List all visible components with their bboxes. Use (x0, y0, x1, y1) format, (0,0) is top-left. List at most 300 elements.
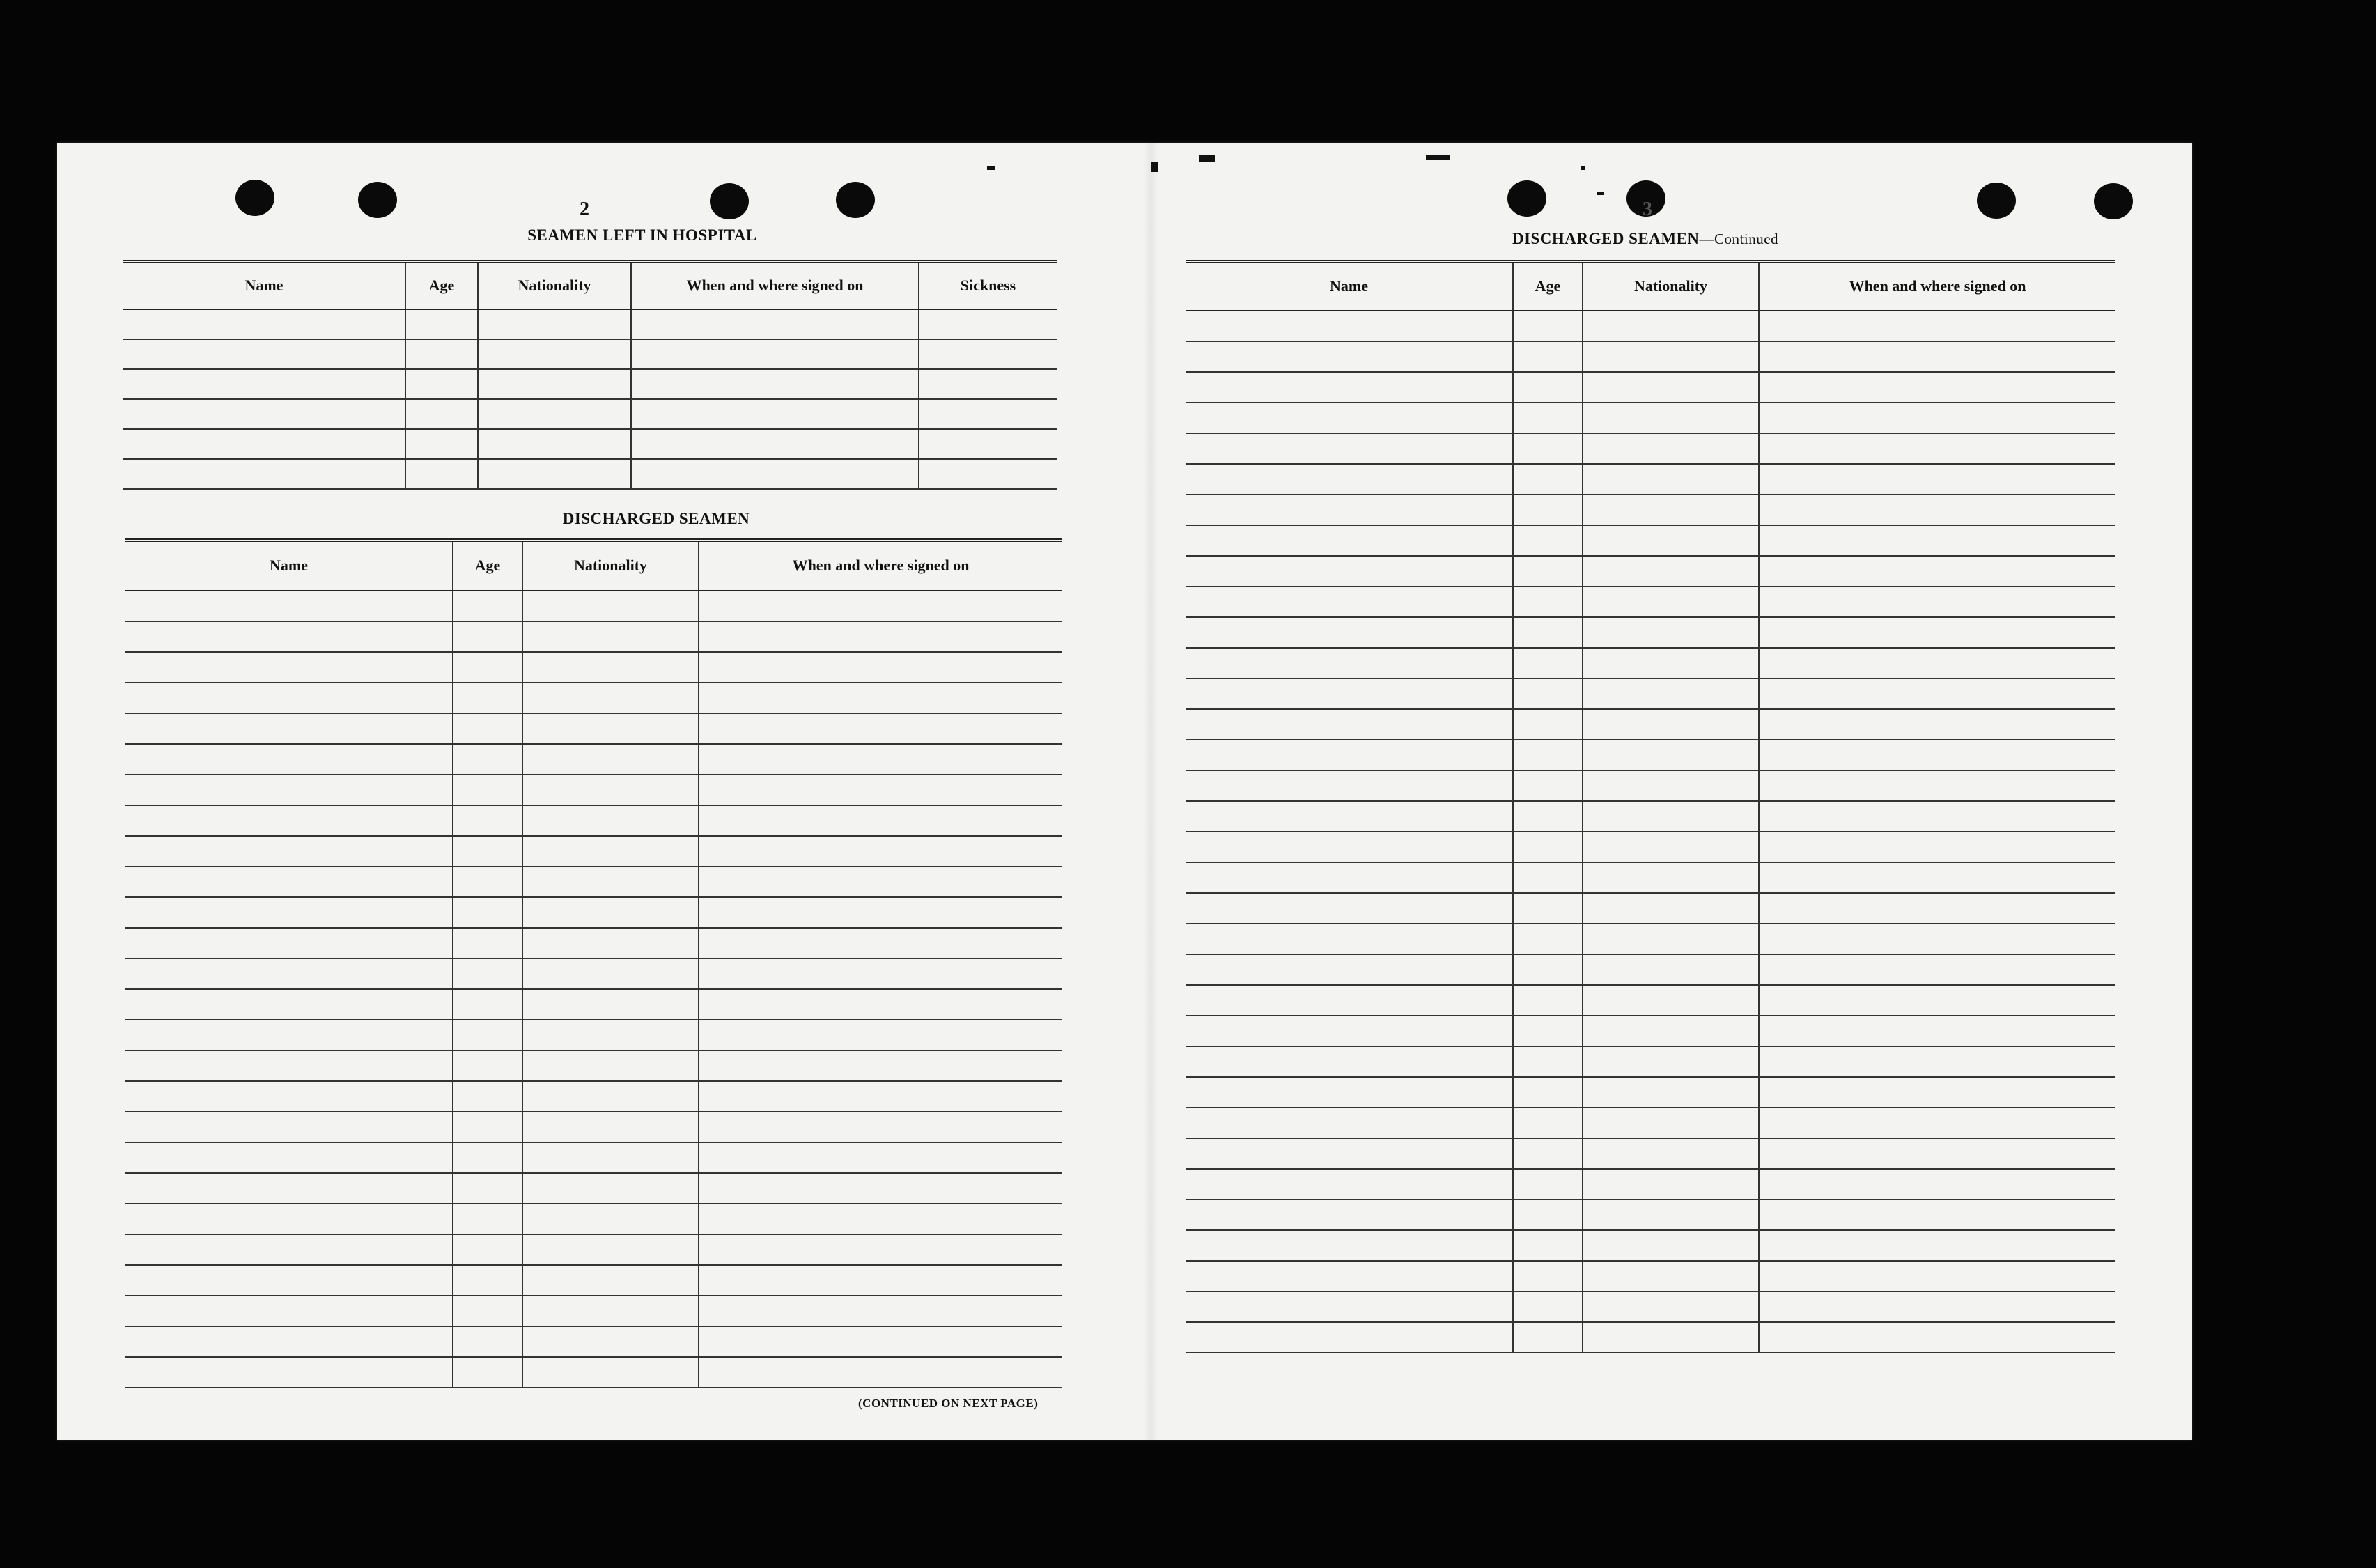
table-cell[interactable] (1583, 433, 1759, 464)
table-cell[interactable] (522, 867, 699, 897)
column-header: Name (123, 262, 405, 309)
column-header: Sickness (919, 262, 1057, 309)
table-cell[interactable] (1759, 1230, 2115, 1261)
table-cell[interactable] (522, 1050, 699, 1081)
table-cell[interactable] (1583, 770, 1759, 801)
table-cell[interactable] (453, 1234, 522, 1265)
table-cell[interactable] (453, 621, 522, 652)
table-cell[interactable] (453, 744, 522, 775)
table-row (125, 1357, 1062, 1388)
table-row (1186, 341, 2115, 372)
table-cell[interactable] (699, 1142, 1062, 1173)
table-cell[interactable] (1186, 678, 1513, 709)
table-cell[interactable] (1186, 556, 1513, 587)
table-cell[interactable] (453, 1142, 522, 1173)
table-cell[interactable] (1759, 740, 2115, 770)
table-cell[interactable] (1513, 709, 1583, 740)
table-cell[interactable] (1513, 433, 1583, 464)
table-cell[interactable] (631, 459, 919, 489)
table-cell[interactable] (453, 1265, 522, 1296)
table-cell[interactable] (1513, 495, 1583, 525)
table-cell[interactable] (1759, 862, 2115, 893)
table-cell[interactable] (1513, 1261, 1583, 1291)
table-cell[interactable] (1513, 648, 1583, 678)
table-cell[interactable] (125, 1050, 453, 1081)
table-cell[interactable] (453, 1204, 522, 1234)
table-cell[interactable] (453, 1173, 522, 1204)
table-cell[interactable] (1759, 709, 2115, 740)
column-header: Age (1513, 262, 1583, 311)
table-row (1186, 617, 2115, 648)
table-cell[interactable] (125, 805, 453, 836)
table-cell[interactable] (1186, 1016, 1513, 1046)
table-cell[interactable] (1513, 1046, 1583, 1077)
table-cell[interactable] (1186, 617, 1513, 648)
table-cell[interactable] (453, 1326, 522, 1357)
table-cell[interactable] (125, 1234, 453, 1265)
table-cell[interactable] (405, 429, 478, 459)
table-cell[interactable] (125, 1081, 453, 1112)
table-cell[interactable] (522, 1020, 699, 1050)
table-cell[interactable] (125, 775, 453, 805)
column-header: Age (405, 262, 478, 309)
table-cell[interactable] (699, 652, 1062, 683)
table-cell[interactable] (1759, 495, 2115, 525)
table-row (1186, 1230, 2115, 1261)
discharged-table (125, 538, 1062, 1388)
table-cell[interactable] (125, 928, 453, 958)
punch-hole (710, 183, 749, 219)
table-cell[interactable] (405, 399, 478, 429)
table-cell[interactable] (1513, 1108, 1583, 1138)
table-cell[interactable] (1759, 893, 2115, 924)
table-cell[interactable] (1186, 924, 1513, 954)
table-cell[interactable] (631, 429, 919, 459)
table-cell[interactable] (1583, 1077, 1759, 1108)
table-cell[interactable] (1186, 403, 1513, 433)
table-row (125, 1296, 1062, 1326)
table-row (1186, 832, 2115, 862)
table-cell[interactable] (1759, 924, 2115, 954)
table-cell[interactable] (1583, 1291, 1759, 1322)
table-cell[interactable] (1583, 1138, 1759, 1169)
table-cell[interactable] (453, 958, 522, 989)
table-cell[interactable] (1186, 770, 1513, 801)
table-cell[interactable] (1759, 954, 2115, 985)
table-cell[interactable] (1759, 1046, 2115, 1077)
table-cell[interactable] (1759, 985, 2115, 1016)
table-cell[interactable] (1583, 740, 1759, 770)
table-cell[interactable] (478, 309, 631, 339)
table-row (125, 1142, 1062, 1173)
table-row (125, 1112, 1062, 1142)
table-cell[interactable] (1583, 525, 1759, 556)
table-cell[interactable] (1186, 1077, 1513, 1108)
table-cell[interactable] (478, 459, 631, 489)
table-cell[interactable] (453, 683, 522, 713)
table-cell[interactable] (1759, 311, 2115, 341)
table-cell[interactable] (123, 429, 405, 459)
table-cell[interactable] (522, 683, 699, 713)
table-cell[interactable] (453, 1112, 522, 1142)
table-cell[interactable] (478, 369, 631, 399)
table-cell[interactable] (1583, 1261, 1759, 1291)
table-row (125, 1234, 1062, 1265)
table-cell[interactable] (522, 1112, 699, 1142)
table-cell[interactable] (1186, 709, 1513, 740)
table-cell[interactable] (1513, 832, 1583, 862)
table-cell[interactable] (699, 775, 1062, 805)
table-cell[interactable] (631, 399, 919, 429)
table-cell[interactable] (522, 1142, 699, 1173)
table-cell[interactable] (699, 989, 1062, 1020)
table-cell[interactable] (1513, 954, 1583, 985)
table-cell[interactable] (699, 958, 1062, 989)
table-cell[interactable] (1583, 954, 1759, 985)
table-cell[interactable] (1513, 525, 1583, 556)
table-cell[interactable] (123, 309, 405, 339)
table-cell[interactable] (1513, 403, 1583, 433)
table-cell[interactable] (699, 1357, 1062, 1388)
table-cell[interactable] (699, 1265, 1062, 1296)
table-row (1186, 648, 2115, 678)
table-cell[interactable] (1583, 832, 1759, 862)
table-cell[interactable] (1513, 893, 1583, 924)
table-cell[interactable] (453, 713, 522, 744)
table-cell[interactable] (1759, 1169, 2115, 1200)
discharged-continued-table (1186, 260, 2115, 1353)
table-cell[interactable] (699, 1234, 1062, 1265)
table-cell[interactable] (125, 744, 453, 775)
table-cell[interactable] (1583, 1108, 1759, 1138)
table-cell[interactable] (453, 928, 522, 958)
table-cell[interactable] (522, 1326, 699, 1357)
table-cell[interactable] (1759, 587, 2115, 617)
table-cell[interactable] (1759, 372, 2115, 403)
table-cell[interactable] (1186, 862, 1513, 893)
table-cell[interactable] (1186, 525, 1513, 556)
table-cell[interactable] (1583, 862, 1759, 893)
table-cell[interactable] (699, 928, 1062, 958)
table-row (1186, 1108, 2115, 1138)
table-cell[interactable] (123, 369, 405, 399)
table-cell[interactable] (1513, 1138, 1583, 1169)
table-row (123, 339, 1057, 369)
table-cell[interactable] (125, 591, 453, 621)
table-cell[interactable] (1513, 678, 1583, 709)
table-cell[interactable] (1513, 770, 1583, 801)
table-cell[interactable] (1186, 311, 1513, 341)
table-cell[interactable] (405, 459, 478, 489)
table-cell[interactable] (1513, 311, 1583, 341)
table-cell[interactable] (1759, 1108, 2115, 1138)
table-cell[interactable] (919, 369, 1057, 399)
table-cell[interactable] (1186, 1322, 1513, 1353)
table-row (1186, 1200, 2115, 1230)
table-row (1186, 403, 2115, 433)
table-cell[interactable] (125, 683, 453, 713)
table-cell[interactable] (125, 1357, 453, 1388)
table-cell[interactable] (1583, 1046, 1759, 1077)
table-cell[interactable] (125, 867, 453, 897)
table-cell[interactable] (1186, 587, 1513, 617)
table-cell[interactable] (1583, 556, 1759, 587)
discharged-table-body (125, 591, 1062, 1388)
table-cell[interactable] (699, 744, 1062, 775)
table-row (1186, 1322, 2115, 1353)
table-cell[interactable] (1583, 985, 1759, 1016)
table-cell[interactable] (522, 1204, 699, 1234)
table-cell[interactable] (1759, 617, 2115, 648)
table-cell[interactable] (125, 1204, 453, 1234)
table-cell[interactable] (123, 459, 405, 489)
table-cell[interactable] (1759, 1200, 2115, 1230)
table-cell[interactable] (1583, 1200, 1759, 1230)
table-cell[interactable] (522, 1265, 699, 1296)
table-cell[interactable] (123, 399, 405, 429)
table-cell[interactable] (1186, 1138, 1513, 1169)
table-cell[interactable] (522, 652, 699, 683)
table-cell[interactable] (1759, 433, 2115, 464)
table-cell[interactable] (1583, 341, 1759, 372)
table-cell[interactable] (1583, 495, 1759, 525)
table-cell[interactable] (699, 1050, 1062, 1081)
table-cell[interactable] (453, 652, 522, 683)
table-cell[interactable] (1186, 832, 1513, 862)
table-cell[interactable] (699, 621, 1062, 652)
table-cell[interactable] (1583, 617, 1759, 648)
table-cell[interactable] (1583, 801, 1759, 832)
table-cell[interactable] (1513, 1077, 1583, 1108)
discharged-continued-table-body (1186, 311, 2115, 1353)
table-cell[interactable] (1583, 403, 1759, 433)
table-cell[interactable] (478, 339, 631, 369)
table-cell[interactable] (522, 928, 699, 958)
table-cell[interactable] (478, 429, 631, 459)
table-cell[interactable] (699, 1081, 1062, 1112)
table-cell[interactable] (1759, 525, 2115, 556)
table-cell[interactable] (1186, 1108, 1513, 1138)
table-cell[interactable] (1513, 985, 1583, 1016)
table-cell[interactable] (1513, 1291, 1583, 1322)
table-cell[interactable] (125, 897, 453, 928)
table-cell[interactable] (699, 1020, 1062, 1050)
table-cell[interactable] (1759, 556, 2115, 587)
table-cell[interactable] (125, 836, 453, 867)
table-cell[interactable] (1513, 1016, 1583, 1046)
table-cell[interactable] (631, 309, 919, 339)
table-cell[interactable] (1186, 740, 1513, 770)
table-cell[interactable] (453, 775, 522, 805)
table-cell[interactable] (123, 339, 405, 369)
table-cell[interactable] (522, 836, 699, 867)
table-cell[interactable] (405, 309, 478, 339)
table-cell[interactable] (1513, 862, 1583, 893)
table-cell[interactable] (522, 1173, 699, 1204)
table-cell[interactable] (125, 713, 453, 744)
table-cell[interactable] (125, 1326, 453, 1357)
table-cell[interactable] (1513, 1322, 1583, 1353)
table-cell[interactable] (1759, 1322, 2115, 1353)
table-cell[interactable] (1513, 617, 1583, 648)
table-cell[interactable] (1513, 587, 1583, 617)
table-cell[interactable] (522, 897, 699, 928)
table-cell[interactable] (453, 1020, 522, 1050)
table-cell[interactable] (1583, 587, 1759, 617)
table-cell[interactable] (453, 867, 522, 897)
table-cell[interactable] (1513, 1169, 1583, 1200)
table-cell[interactable] (125, 1112, 453, 1142)
table-cell[interactable] (125, 1296, 453, 1326)
table-cell[interactable] (1759, 1138, 2115, 1169)
table-cell[interactable] (1186, 1169, 1513, 1200)
table-cell[interactable] (453, 805, 522, 836)
table-cell[interactable] (919, 399, 1057, 429)
table-cell[interactable] (699, 867, 1062, 897)
table-row (1186, 587, 2115, 617)
table-row (1186, 1261, 2115, 1291)
table-cell[interactable] (1186, 1261, 1513, 1291)
table-cell[interactable] (522, 713, 699, 744)
table-cell[interactable] (1583, 648, 1759, 678)
table-cell[interactable] (631, 339, 919, 369)
table-cell[interactable] (453, 1296, 522, 1326)
ink-speck (987, 166, 995, 170)
table-cell[interactable] (1513, 740, 1583, 770)
column-header: Name (125, 541, 453, 591)
table-cell[interactable] (1583, 1322, 1759, 1353)
table-cell[interactable] (1186, 893, 1513, 924)
table-cell[interactable] (1186, 1046, 1513, 1077)
table-cell[interactable] (522, 805, 699, 836)
table-cell[interactable] (1583, 893, 1759, 924)
table-cell[interactable] (405, 369, 478, 399)
table-cell[interactable] (1583, 1230, 1759, 1261)
table-cell[interactable] (699, 1204, 1062, 1234)
table-cell[interactable] (478, 399, 631, 429)
table-cell[interactable] (1583, 709, 1759, 740)
table-cell[interactable] (1186, 433, 1513, 464)
table-cell[interactable] (1759, 832, 2115, 862)
table-cell[interactable] (1759, 1016, 2115, 1046)
table-cell[interactable] (453, 1081, 522, 1112)
table-cell[interactable] (125, 621, 453, 652)
table-cell[interactable] (522, 1081, 699, 1112)
table-cell[interactable] (699, 713, 1062, 744)
table-cell[interactable] (1186, 464, 1513, 495)
table-cell[interactable] (1583, 1169, 1759, 1200)
table-cell[interactable] (919, 429, 1057, 459)
table-cell[interactable] (1759, 648, 2115, 678)
table-cell[interactable] (125, 652, 453, 683)
table-cell[interactable] (919, 459, 1057, 489)
table-cell[interactable] (1186, 1200, 1513, 1230)
table-cell[interactable] (631, 369, 919, 399)
table-cell[interactable] (1759, 1291, 2115, 1322)
table-cell[interactable] (1186, 1230, 1513, 1261)
table-cell[interactable] (125, 1173, 453, 1204)
table-cell[interactable] (1759, 341, 2115, 372)
table-cell[interactable] (522, 591, 699, 621)
table-cell[interactable] (1186, 372, 1513, 403)
table-cell[interactable] (453, 1357, 522, 1388)
table-cell[interactable] (1583, 1016, 1759, 1046)
table-cell[interactable] (699, 591, 1062, 621)
table-cell[interactable] (1759, 678, 2115, 709)
table-cell[interactable] (1759, 1261, 2115, 1291)
table-cell[interactable] (1513, 1200, 1583, 1230)
table-cell[interactable] (1513, 1230, 1583, 1261)
table-cell[interactable] (1186, 954, 1513, 985)
table-cell[interactable] (1583, 311, 1759, 341)
table-cell[interactable] (453, 591, 522, 621)
table-cell[interactable] (125, 989, 453, 1020)
table-cell[interactable] (522, 958, 699, 989)
table-cell[interactable] (1186, 1291, 1513, 1322)
table-cell[interactable] (919, 339, 1057, 369)
table-cell[interactable] (699, 805, 1062, 836)
table-cell[interactable] (125, 958, 453, 989)
table-cell[interactable] (522, 989, 699, 1020)
table-cell[interactable] (453, 836, 522, 867)
table-cell[interactable] (1186, 648, 1513, 678)
table-cell[interactable] (1186, 495, 1513, 525)
table-cell[interactable] (522, 1296, 699, 1326)
table-cell[interactable] (699, 836, 1062, 867)
table-cell[interactable] (453, 989, 522, 1020)
table-cell[interactable] (919, 309, 1057, 339)
table-cell[interactable] (1513, 341, 1583, 372)
table-cell[interactable] (453, 897, 522, 928)
table-cell[interactable] (1513, 801, 1583, 832)
table-cell[interactable] (1759, 1077, 2115, 1108)
table-cell[interactable] (1186, 985, 1513, 1016)
punch-hole (836, 182, 875, 218)
table-cell[interactable] (1583, 924, 1759, 954)
table-cell[interactable] (699, 1112, 1062, 1142)
table-cell[interactable] (1759, 403, 2115, 433)
table-cell[interactable] (1513, 924, 1583, 954)
table-cell[interactable] (125, 1142, 453, 1173)
table-cell[interactable] (699, 1296, 1062, 1326)
table-cell[interactable] (1583, 464, 1759, 495)
table-cell[interactable] (1513, 372, 1583, 403)
table-cell[interactable] (522, 621, 699, 652)
table-cell[interactable] (405, 339, 478, 369)
table-cell[interactable] (1186, 341, 1513, 372)
table-cell[interactable] (522, 1234, 699, 1265)
table-row (125, 775, 1062, 805)
table-cell[interactable] (1759, 464, 2115, 495)
table-cell[interactable] (699, 683, 1062, 713)
table-cell[interactable] (1759, 770, 2115, 801)
table-cell[interactable] (125, 1265, 453, 1296)
table-cell[interactable] (522, 775, 699, 805)
table-cell[interactable] (1583, 678, 1759, 709)
table-cell[interactable] (1583, 372, 1759, 403)
table-cell[interactable] (522, 744, 699, 775)
table-cell[interactable] (453, 1050, 522, 1081)
table-cell[interactable] (1513, 464, 1583, 495)
table-cell[interactable] (699, 1173, 1062, 1204)
table-cell[interactable] (522, 1357, 699, 1388)
table-cell[interactable] (125, 1020, 453, 1050)
table-cell[interactable] (1513, 556, 1583, 587)
table-cell[interactable] (699, 1326, 1062, 1357)
table-cell[interactable] (1759, 801, 2115, 832)
table-cell[interactable] (1186, 801, 1513, 832)
table-cell[interactable] (699, 897, 1062, 928)
